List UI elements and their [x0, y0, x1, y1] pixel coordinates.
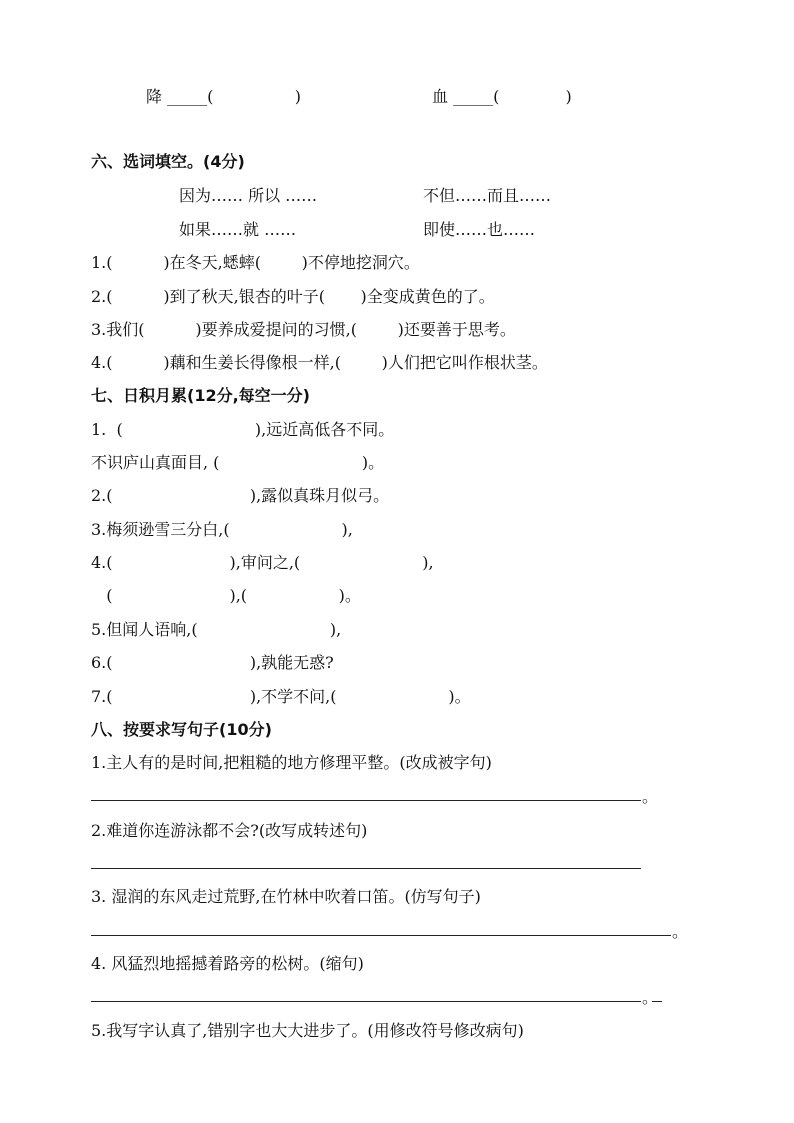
section8-heading: 八、按要求写句子(10分) — [91, 720, 272, 739]
s7-item-7: 7.( ),不学不问,( )。 — [91, 687, 471, 706]
s7-item-4b: ( ),( )。 — [91, 586, 361, 605]
s7-item-1b: 不识庐山真面目, ( )。 — [91, 453, 385, 472]
s5-line-left: 降 _____( ) — [146, 87, 301, 106]
s7-item-2: 2.( ),露似真珠月似弓。 — [91, 486, 390, 505]
s5-line-right: 血 _____( ) — [432, 87, 572, 106]
s8-question-5: 5.我写字认真了,错别字也大大进步了。(用修改符号修改病句) — [91, 1021, 524, 1040]
s8-answer-line-4[interactable] — [91, 1001, 641, 1002]
s6-item-2: 2.( )到了秋天,银杏的叶子( )全变成黄色的了。 — [91, 287, 495, 306]
s7-item-6: 6.( ),孰能无惑? — [91, 653, 334, 672]
s8-question-3: 3. 湿润的东风走过荒野,在竹林中吹着口笛。(仿写句子) — [91, 887, 481, 906]
s8-question-2: 2.难道你连游泳都不会?(改写成转述句) — [91, 821, 368, 840]
s6-option-3: 如果……就 …… — [179, 220, 297, 239]
s8-answer-period-4: 。 — [642, 988, 659, 1007]
s8-answer-period-1: 。 — [642, 787, 659, 806]
s6-item-3: 3.我们( )要养成爱提问的习惯,( )还要善于思考。 — [91, 320, 516, 339]
s7-item-4: 4.( ),审问之,( ), — [91, 553, 434, 572]
s6-item-1: 1.( )在冬天,蟋蟀( )不停地挖洞穴。 — [91, 253, 420, 272]
s8-answer-line-1[interactable] — [91, 800, 641, 801]
s8-question-4: 4. 风猛烈地摇撼着路旁的松树。(缩句) — [91, 954, 364, 973]
s8-answer-period-3: 。 — [672, 922, 689, 941]
s8-answer-line-2[interactable] — [91, 868, 641, 869]
s8-answer-line-4-tail — [652, 1001, 662, 1002]
s6-option-2: 不但……而且…… — [423, 186, 552, 205]
s6-item-4: 4.( )藕和生姜长得像根一样,( )人们把它叫作根状茎。 — [91, 353, 548, 372]
s6-option-1: 因为…… 所以 …… — [179, 186, 318, 205]
s7-item-1: 1. ( ),远近高低各不同。 — [91, 420, 395, 439]
s8-answer-line-3[interactable] — [91, 935, 671, 936]
s7-item-5: 5.但闻人语响,( ), — [91, 620, 342, 639]
s6-option-4: 即使……也…… — [423, 220, 536, 239]
s7-item-3: 3.梅须逊雪三分白,( ), — [91, 520, 353, 539]
section7-heading: 七、日积月累(12分,每空一分) — [91, 386, 310, 405]
section6-heading: 六、选词填空。(4分) — [91, 152, 245, 171]
s8-question-1: 1.主人有的是时间,把粗糙的地方修理平整。(改成被字句) — [91, 753, 492, 772]
